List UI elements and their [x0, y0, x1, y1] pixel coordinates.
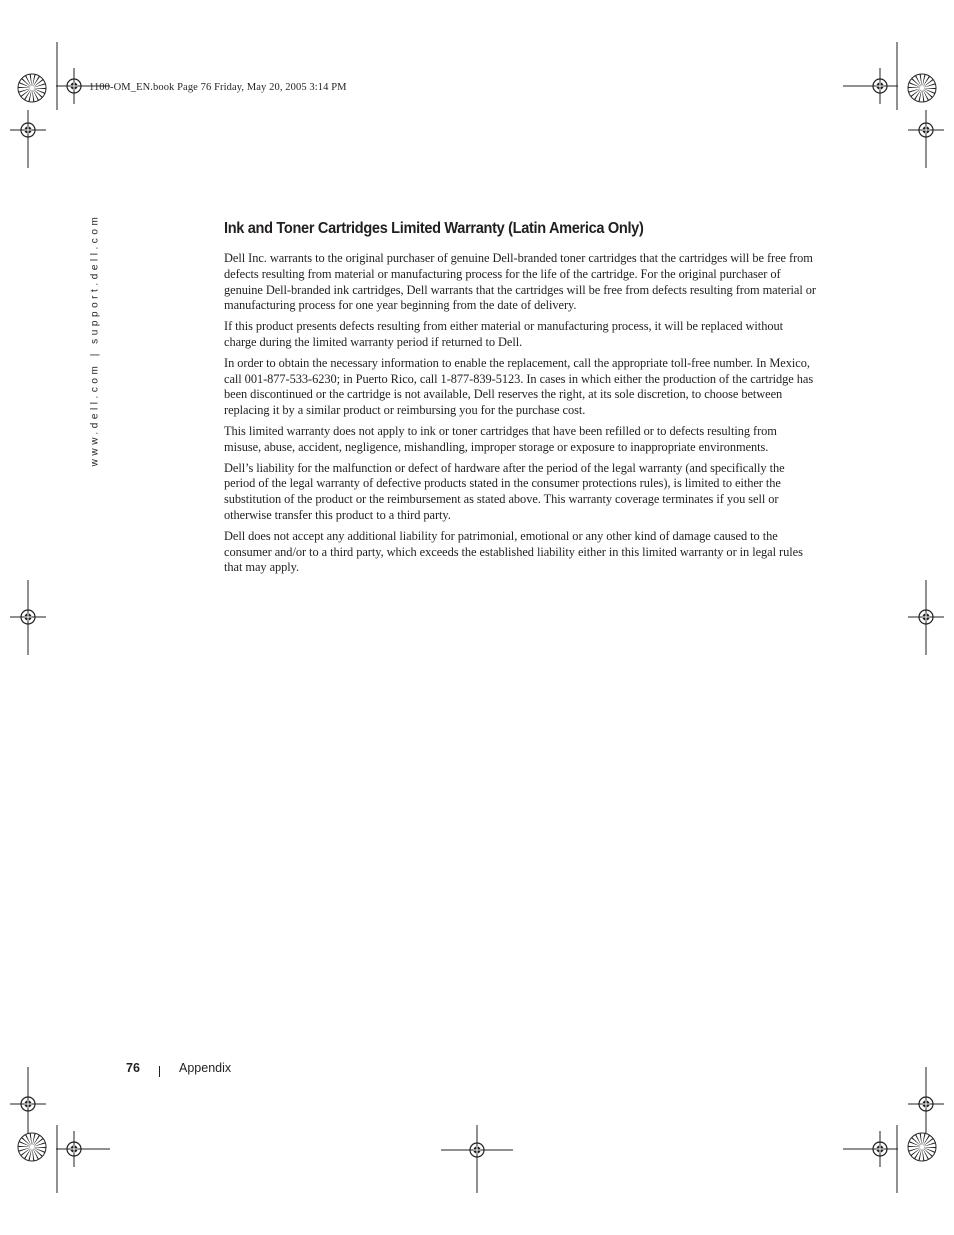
- registration-mark-icon: [10, 112, 46, 148]
- color-wheel-icon: [908, 1133, 936, 1161]
- paragraph: Dell Inc. warrants to the original purchaser of genuine Dell-branded toner cartridges that the cartridges will be free from defects resulting from material or manufacturing process for the life of the cartridge. For the original purchaser of genuine Dell-branded ink cartridges, Dell warrants that the cartridges will be free from defects resulting from material or manufacturing process for one year beginning from the date of delivery.: [224, 251, 816, 313]
- registration-mark-icon: [56, 1131, 92, 1167]
- color-wheel-icon: [18, 74, 46, 102]
- page-number: 76: [126, 1061, 140, 1075]
- footer-section-name: Appendix: [179, 1061, 232, 1075]
- main-content: [224, 218, 816, 581]
- registration-mark-icon: [10, 599, 46, 635]
- registration-mark-icon: [459, 1132, 495, 1168]
- registration-mark-icon: [908, 599, 944, 635]
- paragraph: This limited warranty does not apply to ink or toner cartridges that have been refilled or to defects resulting from misuse, abuse, accident, negligence, mishandling, improper storage or exposure to inappropriate environments.: [224, 423, 777, 454]
- crop-lines: [28, 42, 926, 1193]
- section-title: Ink and Toner Cartridges Limited Warranty (Latin America Only): [224, 220, 644, 237]
- registration-mark-icon: [862, 68, 898, 104]
- registration-mark-icon: [10, 1086, 46, 1122]
- paragraph: If this product presents defects resulting from either material or manufacturing process, it will be replaced without charge during the limited warranty period if returned to Dell.: [224, 319, 783, 349]
- paragraph: Dell does not accept any additional liability for patrimonial, emotional or any other kind of damage caused to the consumer and/or to a third party, which exceeds the established liability either in this limited warranty or in legal rules that may apply.: [224, 528, 803, 575]
- color-wheel-icon: [908, 74, 936, 102]
- registration-mark-icon: [56, 68, 92, 104]
- sidebar-url: www.dell.com | support.dell.com: [89, 213, 101, 467]
- paragraph: In order to obtain the necessary information to enable the replacement, call the appropriate toll-free number. In Mexico, call 001-877-533-6230; in Puerto Rico, call 1-877-839-5123. In cases in which either the production of the cartridge has been discontinued or the cartridge is not available, Dell reserves the right, at its sole discretion, to choose between replacing it by a similar product or reimbursing you for the purchase cost.: [224, 355, 814, 418]
- page-header-file-info: 1100-OM_EN.book Page 76 Friday, May 20, 2005 3:14 PM: [89, 82, 347, 93]
- registration-mark-icon: [862, 1131, 898, 1167]
- paragraph: Dell’s liability for the malfunction or defect of hardware after the period of the legal warranty (and specifically the period of the legal warranty of defective products stated in the consumer protections rules), is limited to either the substitution of the product or the reimbursement as stated above. This warranty coverage terminates if you sell or otherwise transfer this product to a third party.: [224, 460, 785, 522]
- registration-mark-icon: [908, 112, 944, 148]
- registration-mark-icon: [908, 1086, 944, 1122]
- footer-divider: [159, 1066, 160, 1077]
- color-wheel-icon: [18, 1133, 46, 1161]
